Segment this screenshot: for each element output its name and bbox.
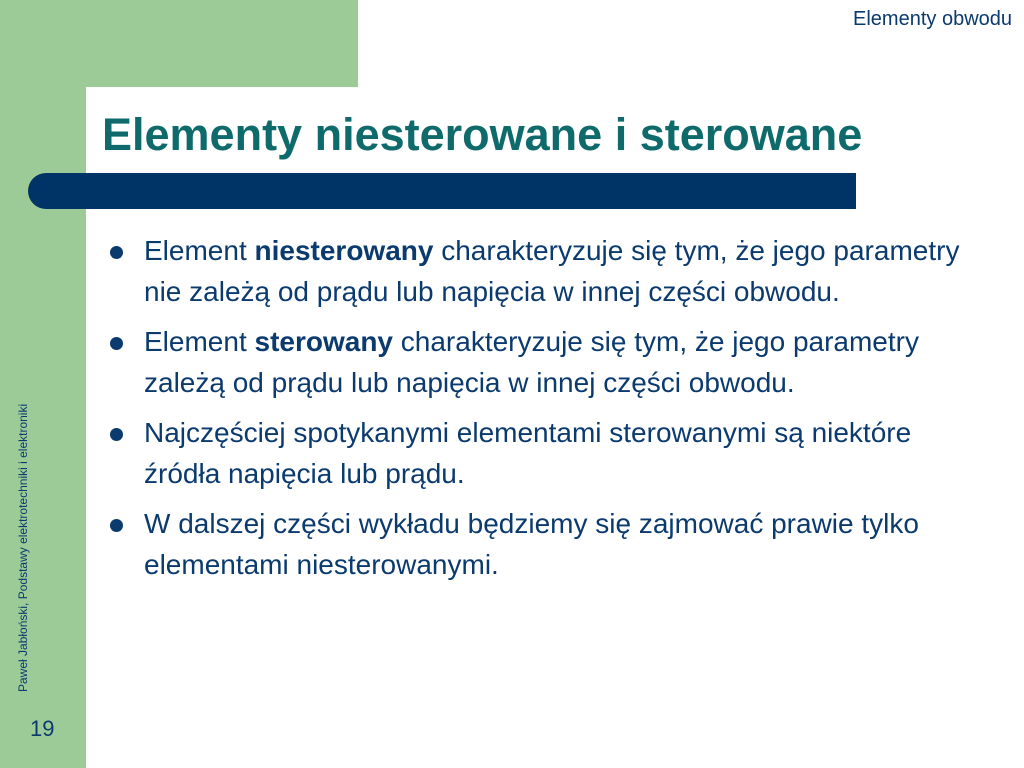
- bullet-dot-icon: [110, 337, 123, 350]
- bullet-item-3: [104, 412, 984, 494]
- bullet-dot-icon: [110, 519, 123, 532]
- title-underline-bar: [28, 173, 856, 209]
- bullet-list: [104, 230, 984, 594]
- bullet-item-4: [104, 503, 984, 585]
- slide-title: Elementy niesterowane i sterowane: [102, 109, 863, 160]
- section-label: Elementy obwodu: [853, 8, 1012, 30]
- bullet-text-post: charakteryzuje się tym, że jego parametry zależą od prądu lub napięcia w innej części obwodu.: [144, 326, 919, 398]
- bullet-text-bold: sterowany: [254, 326, 393, 357]
- bullet-dot-icon: [110, 428, 123, 441]
- page-number: 19: [30, 716, 55, 741]
- bullet-text: Najczęściej spotykanymi elementami sterowanymi są niektóre źródła napięcia lub prądu.: [144, 417, 912, 489]
- bullet-text-pre: Element: [144, 235, 255, 266]
- sidebar-left-band: [0, 0, 86, 768]
- bullet-text-post: charakteryzuje się tym, że jego parametry nie zależą od prądu lub napięcia w innej części obwodu.: [144, 235, 960, 307]
- bullet-text: W dalszej części wykładu będziemy się zajmować prawie tylko elementami niesterowanymi.: [144, 508, 919, 580]
- bullet-item-2: [104, 321, 984, 403]
- bullet-text-pre: Element: [144, 326, 255, 357]
- bullet-item-1: [104, 230, 984, 312]
- bullet-dot-icon: [110, 246, 123, 259]
- bullet-text-bold: niesterowany: [254, 235, 434, 266]
- author-footer: Paweł Jabłoński, Podstawy elektrotechniki i elektroniki: [16, 403, 30, 692]
